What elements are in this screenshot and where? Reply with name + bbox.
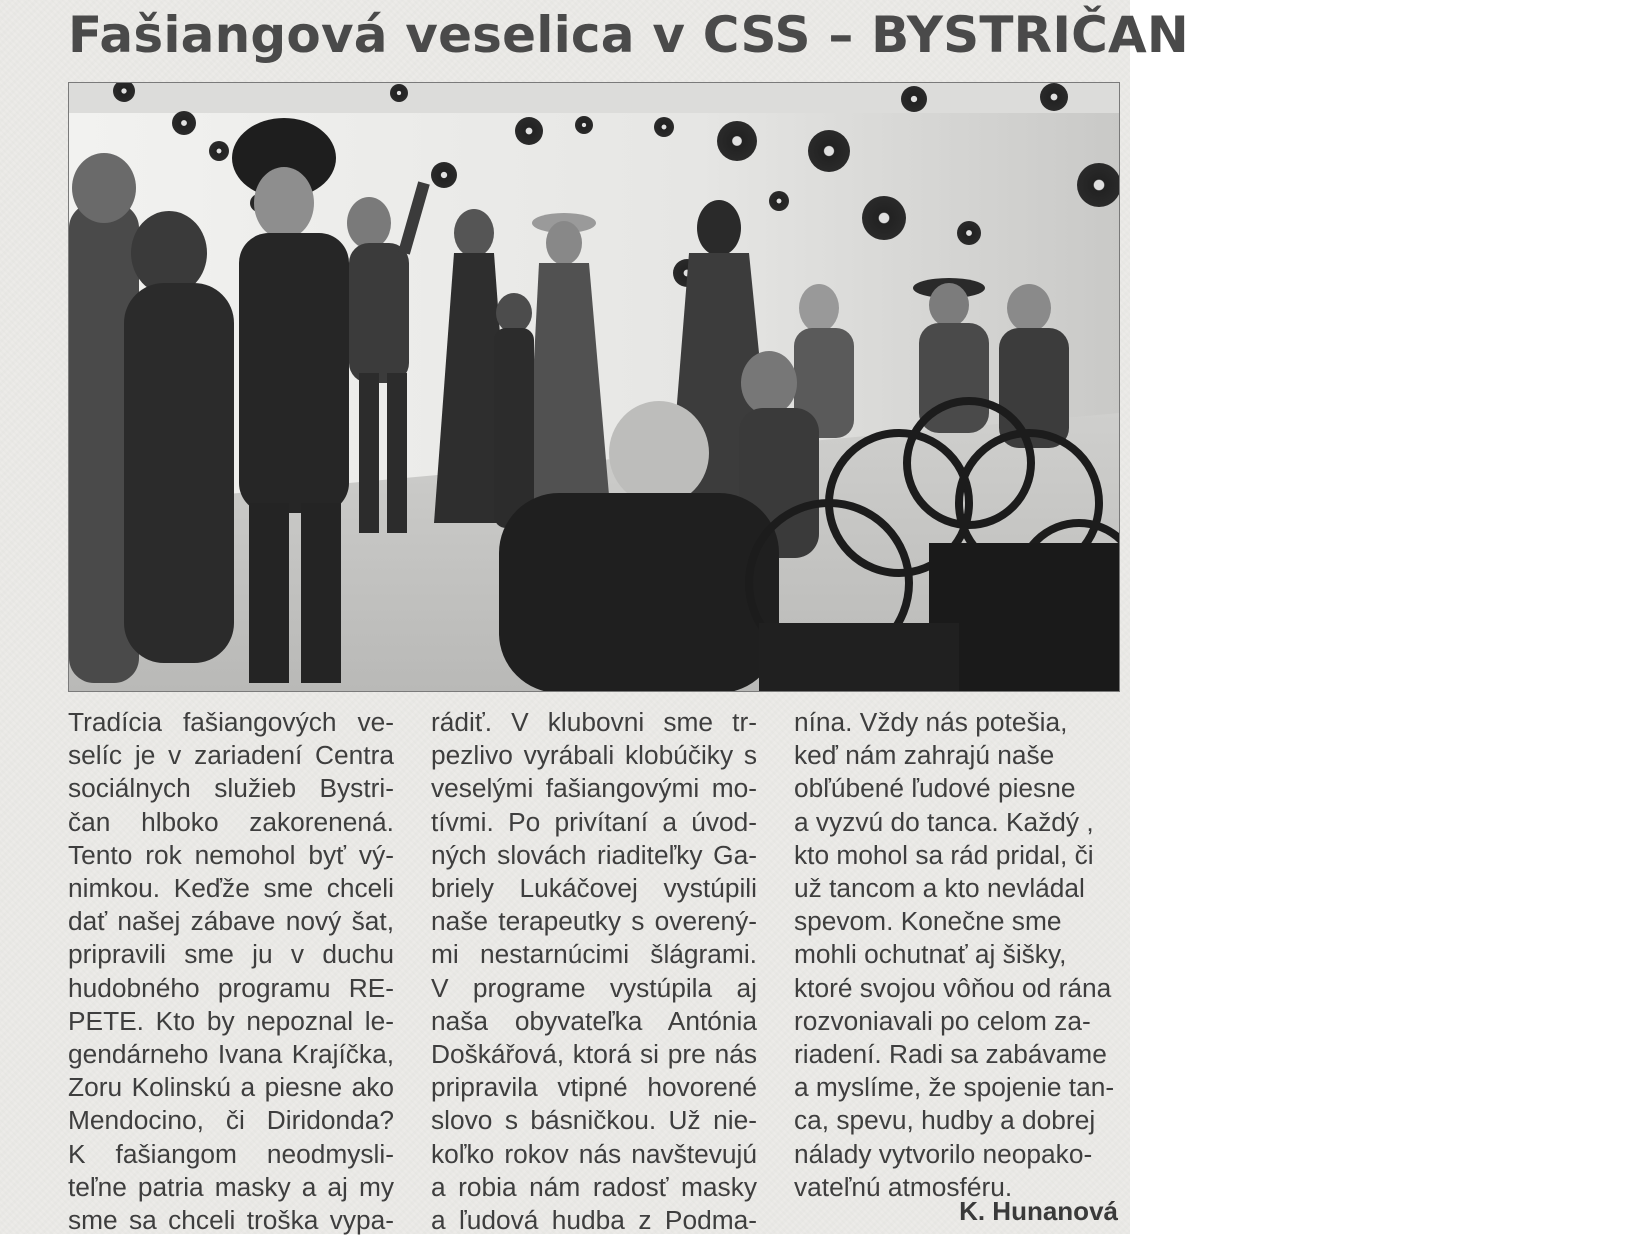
article-column-3: nína. Vždy nás potešia, keď nám zahrajú naše obľúbené ľudové piesne a vyzvú do tanca. Každý , kto mohol sa rád pridal, či už tancom a kto nevládal spevom. Konečne sme mohli ochutnať aj šišky, ktoré svojou vôňou od rána rozvoniavali po celom za- riadení. Radi sa zabávame a myslíme, že spojenie tan- ca, spevu, hudby a dobrej nálady vytvorilo neopako- vateľnú atmosféru. (794, 707, 1115, 1202)
author-byline: K. Hunanová (959, 1196, 1118, 1226)
party-photo-illustration (69, 83, 1119, 691)
article-column-1: Tradícia fašiangových ve- selíc je v zariadení Centra sociálnych služieb Bystri- čan hlboko zakorenená. Tento rok nemohol byť vý- nimkou. Keďže sme chceli dať našej zábave nový šat, pripravili sme ju v duchu hudobného programu RE- PETE. Kto by nepoznal le- gendárneho Ivana Krajíčka, Zoru Kolinskú a piesne ako Mendocino, či Diridonda? K fašiangom neodmysli- teľne patria masky a aj my sme sa chceli troška vypa- (68, 707, 394, 1236)
article-body (68, 706, 1120, 1237)
article-photo (68, 82, 1120, 692)
article-column-2: rádiť. V klubovni sme tr- pezlivo vyrábali klobúčiky s veselými fašiangovými mo- tívmi. Po privítaní a úvod- ných slovách riaditeľky Ga- briely Lukáčovej vystúpili naše terapeutky s overený- mi nestarnúcimi šlágrami. V programe vystúpila aj naša obyvateľka Antónia Doškářová, ktorá si pre nás pripravila vtipné hovorené slovo s básničkou. Už nie- koľko rokov nás navštevujú a robia nám radosť masky a ľudová hudba z Podma- (431, 707, 757, 1236)
article-headline: Fašiangová veselica v CSS – BYSTRIČAN (68, 6, 1189, 64)
